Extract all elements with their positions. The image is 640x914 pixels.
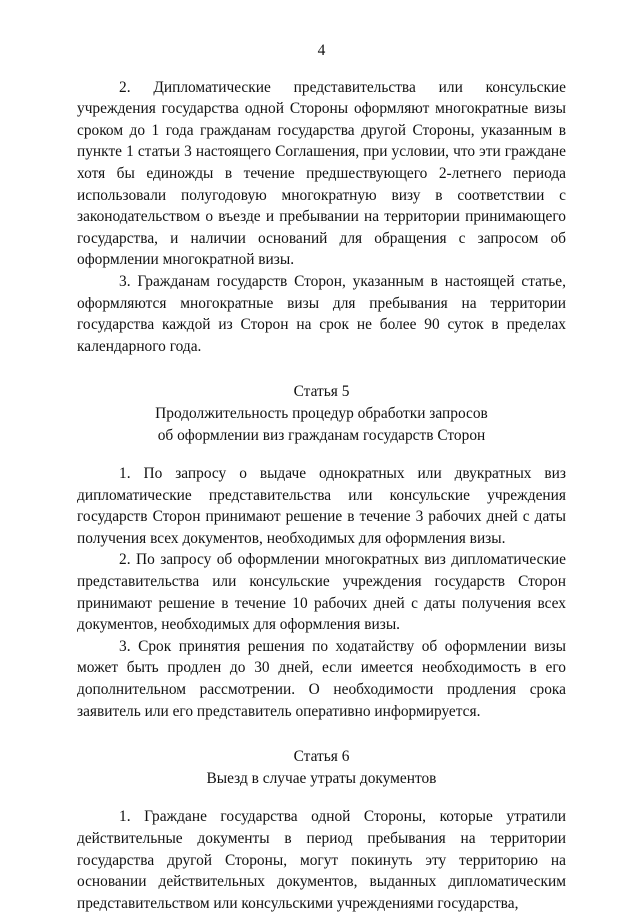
paragraph-article5-item2: 2. По запросу об оформлении многократных виз дипломатические представительства или консульские учреждения государств Сторон принимают решение в течение 10 рабочих дней с даты получения всех документов, необходимых для оформления визы. bbox=[77, 551, 566, 634]
article-5 bbox=[77, 381, 566, 722]
paragraph-article4-item2: 2. Дипломатические представительства или консульские учреждения государства одной Стороны оформляют многократные визы сроком до 1 года гражданам государства другой Стороны, указанным в пункте 1 статьи 3 настоящего Соглашения, при условии, что эти граждане хотя бы единожды в течение предшествующего 2-летнего периода использовали полугодовую многократную визу в соответствии с законодательством о въезде и пребывании на территории принимающего государства, и наличии оснований для обращения с запросом об оформлении многократной визы. bbox=[77, 78, 566, 269]
paragraph-article4-item3: 3. Гражданам государств Сторон, указанным в настоящей статье, оформляются многократные визы для пребывания на территории государства каждой из Сторон на срок не более 90 суток в пределах календарного года. bbox=[77, 272, 566, 355]
article-5-title-line-1: Продолжительность процедур обработки запросов bbox=[155, 404, 488, 422]
paragraph-article6-item1: 1. Граждане государства одной Стороны, которые утратили действительные документы в период пребывания на территории государства другой Стороны, могут покинуть эту территорию на основании действительных документов, выданных дипломатическим представительством или консульскими учреждениями государства, bbox=[77, 808, 566, 912]
article-5-heading: Статья 5 bbox=[293, 383, 350, 401]
article-5-title-line-2: об оформлении виз гражданам государств Сторон bbox=[157, 426, 486, 444]
paragraph-article5-item1: 1. По запросу о выдаче однократных или двукратных виз дипломатические представительства или консульские учреждения государств Сторон принимают решение в течение 3 рабочих дней с даты получения всех документов, необходимых для оформления визы. bbox=[77, 465, 566, 547]
article-6-title: Выезд в случае утраты документов bbox=[206, 769, 437, 787]
paragraph-article5-item3: 3. Срок принятия решения по ходатайству об оформлении визы может быть продлен до 30 дней, если имеется необходимость в его дополнительном рассмотрении. О необходимости продления срока заявитель или его представитель оперативно информируется. bbox=[77, 637, 566, 720]
article-6-heading: Статья 6 bbox=[293, 748, 350, 766]
page-number: 4 bbox=[317, 42, 326, 59]
article-6 bbox=[77, 746, 566, 914]
